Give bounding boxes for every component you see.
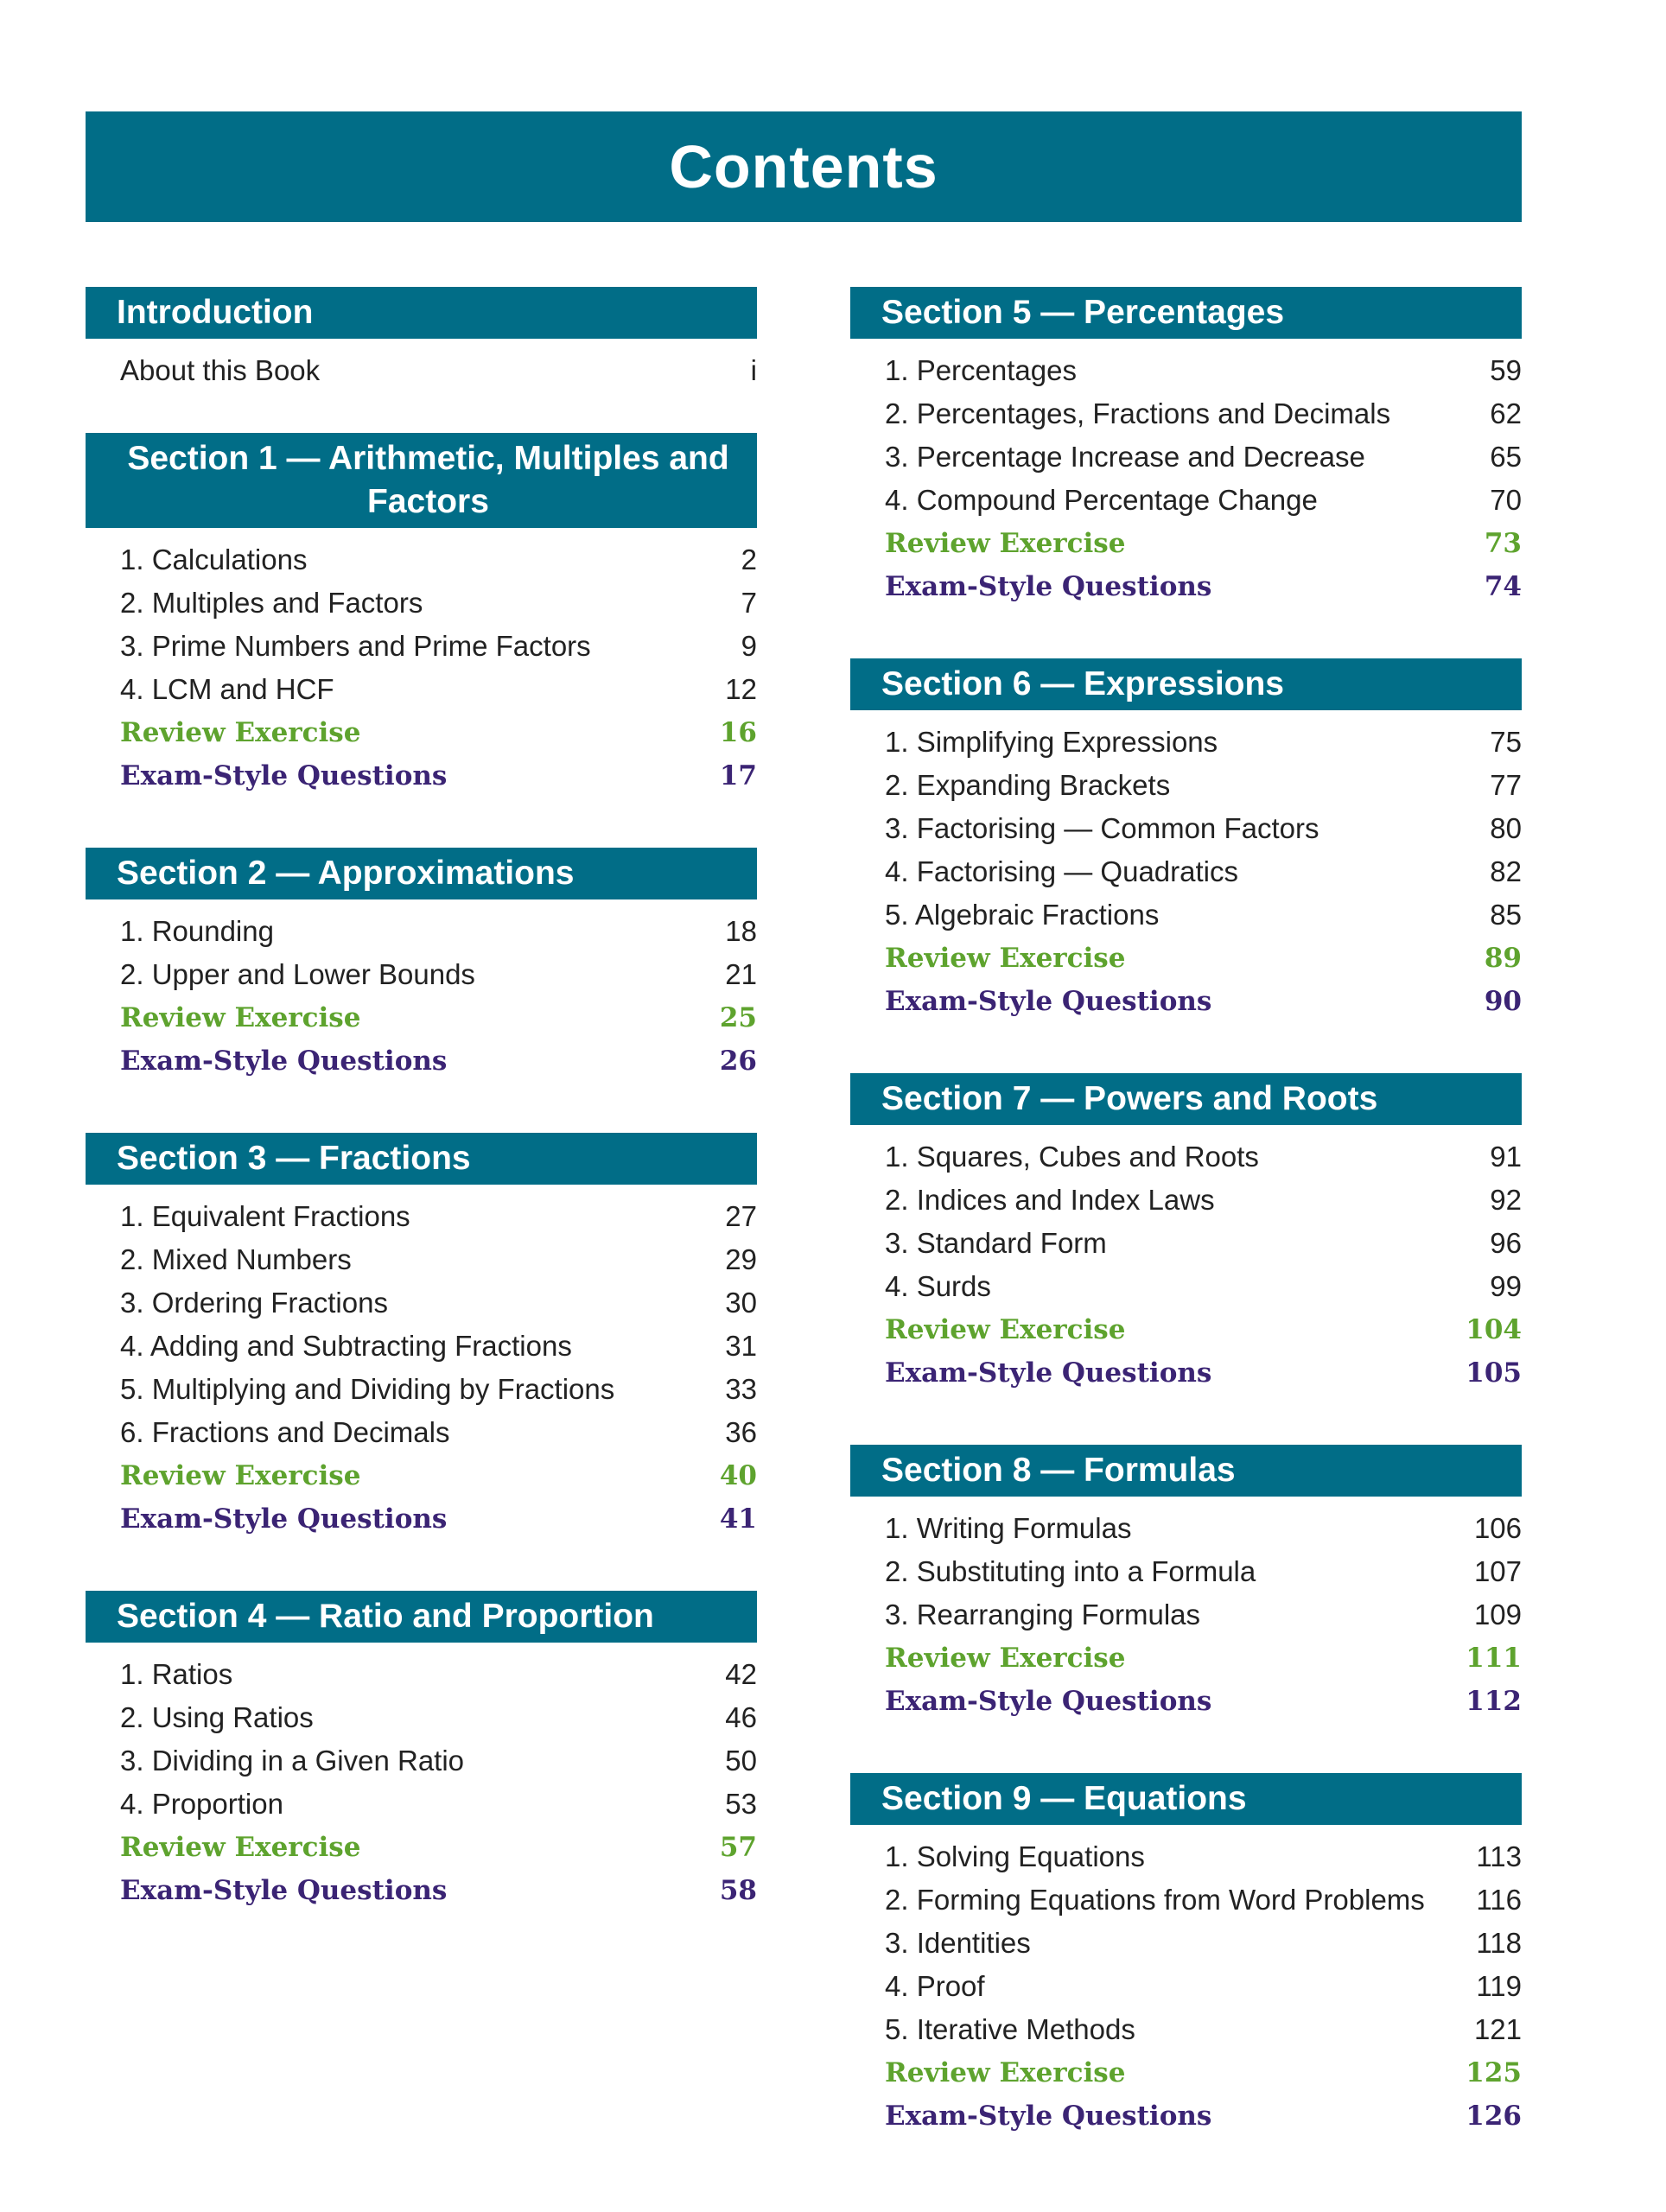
entry-label: 2. Mixed Numbers [120, 1243, 352, 1275]
entry-label: Exam-Style Questions [885, 571, 1212, 602]
exam-questions-entry[interactable] [850, 1351, 1522, 1395]
section-header: Section 9 — Equations [850, 1773, 1522, 1825]
entry-page: 53 [725, 1788, 757, 1820]
section-header: Section 5 — Percentages [850, 287, 1522, 339]
entry-label: 2. Multiples and Factors [120, 587, 423, 619]
toc-entry[interactable] [850, 2008, 1522, 2051]
review-exercise-entry[interactable] [86, 1454, 757, 1497]
entry-page: 2 [741, 543, 757, 575]
toc-entry[interactable] [86, 1195, 757, 1238]
section-4 [86, 1591, 757, 1912]
entry-label: 1. Ratios [120, 1658, 233, 1690]
section-header: Section 2 — Approximations [86, 848, 757, 899]
entry-page: i [750, 354, 757, 386]
entry-page: 50 [725, 1745, 757, 1777]
toc-entry[interactable] [86, 1739, 757, 1783]
entry-page: 26 [719, 1046, 757, 1077]
toc-entry[interactable] [86, 1653, 757, 1696]
toc-entry[interactable] [86, 1238, 757, 1281]
toc-entry[interactable] [86, 582, 757, 625]
entry-page: 113 [1476, 1840, 1522, 1872]
toc-entry[interactable] [850, 1965, 1522, 2008]
section-5 [850, 287, 1522, 658]
entry-page: 77 [1490, 769, 1522, 801]
entry-page: 57 [719, 1832, 757, 1863]
toc-entry[interactable] [850, 392, 1522, 435]
section-header: Introduction [86, 287, 757, 339]
section-entries [850, 1497, 1522, 1773]
entry-label: 4. Compound Percentage Change [885, 484, 1318, 516]
entry-label: 3. Rearranging Formulas [885, 1599, 1200, 1630]
toc-entry[interactable] [86, 668, 757, 711]
entry-page: 116 [1476, 1884, 1522, 1916]
toc-entry[interactable] [850, 1550, 1522, 1593]
section-entries [86, 1643, 757, 1912]
entry-page: 12 [725, 673, 757, 705]
section-entries [850, 1125, 1522, 1445]
entry-label: 1. Equivalent Fractions [120, 1200, 410, 1232]
exam-questions-entry[interactable] [850, 2094, 1522, 2138]
entry-label: Exam-Style Questions [120, 1503, 448, 1535]
section-2 [86, 848, 757, 1133]
exam-questions-entry[interactable] [850, 565, 1522, 608]
entry-label: 4. Surds [885, 1270, 991, 1302]
toc-entry[interactable] [850, 349, 1522, 392]
toc-entry[interactable] [850, 1222, 1522, 1265]
entry-label: 1. Writing Formulas [885, 1512, 1132, 1544]
entry-page: 91 [1490, 1141, 1522, 1173]
toc-entry[interactable] [850, 807, 1522, 850]
entry-page: 7 [741, 587, 757, 619]
entry-label: 1. Calculations [120, 543, 308, 575]
toc-entry[interactable] [850, 1835, 1522, 1878]
entry-page: 119 [1476, 1970, 1522, 2002]
section-entries [850, 710, 1522, 1073]
toc-entry[interactable] [850, 893, 1522, 937]
entry-label: 3. Dividing in a Given Ratio [120, 1745, 465, 1777]
entry-page: 73 [1484, 528, 1522, 559]
section-3 [86, 1133, 757, 1591]
exam-questions-entry[interactable] [850, 1680, 1522, 1723]
section-header-line: Section 1 — Arithmetic, Multiples and [127, 440, 729, 477]
entry-label: 6. Fractions and Decimals [120, 1416, 450, 1448]
entry-page: 17 [719, 760, 757, 791]
section-header-line: Factors [367, 483, 489, 520]
entry-page: 41 [719, 1503, 757, 1535]
entry-page: 125 [1466, 2057, 1522, 2088]
review-exercise-entry[interactable] [850, 2051, 1522, 2094]
entry-page: 27 [725, 1200, 757, 1232]
entry-label: 2. Expanding Brackets [885, 769, 1171, 801]
exam-questions-entry[interactable] [86, 1497, 757, 1541]
toc-entry[interactable] [86, 953, 757, 996]
entry-page: 74 [1484, 571, 1522, 602]
toc-entry[interactable] [850, 1593, 1522, 1637]
section-entries [86, 1185, 757, 1591]
toc-entry[interactable] [86, 910, 757, 953]
exam-questions-entry[interactable] [86, 754, 757, 798]
section-header: Section 3 — Fractions [86, 1133, 757, 1185]
toc-entry[interactable] [850, 764, 1522, 807]
entry-page: 70 [1490, 484, 1522, 516]
section-entries [86, 528, 757, 848]
entry-page: 16 [719, 717, 757, 748]
review-exercise-entry[interactable] [850, 522, 1522, 565]
review-exercise-entry[interactable] [850, 1637, 1522, 1680]
entry-label: 1. Percentages [885, 354, 1077, 386]
entry-page: 36 [725, 1416, 757, 1448]
exam-questions-entry[interactable] [86, 1039, 757, 1083]
toc-entry[interactable] [850, 1265, 1522, 1308]
entry-page: 25 [719, 1002, 757, 1033]
entry-label: 2. Indices and Index Laws [885, 1184, 1215, 1216]
entry-label: Review Exercise [885, 1643, 1126, 1674]
section-header: Section 7 — Powers and Roots [850, 1073, 1522, 1125]
entry-label: 2. Using Ratios [120, 1701, 314, 1733]
toc-entry[interactable] [850, 1878, 1522, 1922]
entry-page: 96 [1490, 1227, 1522, 1259]
entry-page: 99 [1490, 1270, 1522, 1302]
entry-label: Exam-Style Questions [120, 1875, 448, 1906]
entry-page: 46 [725, 1701, 757, 1733]
entry-label: Review Exercise [885, 1314, 1126, 1345]
section-header: Section 6 — Expressions [850, 658, 1522, 710]
entry-label: Exam-Style Questions [885, 1686, 1212, 1717]
entry-page: 65 [1490, 441, 1522, 473]
toc-entry[interactable] [86, 538, 757, 582]
toc-entry[interactable] [86, 1281, 757, 1325]
entry-label: 1. Simplifying Expressions [885, 726, 1218, 758]
entry-page: 62 [1490, 397, 1522, 429]
entry-label: 5. Multiplying and Dividing by Fractions [120, 1373, 615, 1405]
section-header [86, 433, 757, 528]
entry-label: Review Exercise [885, 943, 1126, 974]
entry-label: 1. Squares, Cubes and Roots [885, 1141, 1259, 1173]
exam-questions-entry[interactable] [86, 1869, 757, 1912]
section-entries [850, 1825, 1522, 2138]
section-header: Section 8 — Formulas [850, 1445, 1522, 1497]
entry-label: Exam-Style Questions [885, 2101, 1212, 2132]
entry-label: 2. Forming Equations from Word Problems [885, 1884, 1425, 1916]
entry-label: 3. Identities [885, 1927, 1031, 1959]
entry-label: Exam-Style Questions [120, 1046, 448, 1077]
toc-entry[interactable] [850, 721, 1522, 764]
review-exercise-entry[interactable] [86, 996, 757, 1039]
section-header: Section 4 — Ratio and Proportion [86, 1591, 757, 1643]
entry-label: About this Book [120, 354, 321, 386]
entry-label: 4. LCM and HCF [120, 673, 334, 705]
entry-label: 5. Algebraic Fractions [885, 899, 1160, 931]
entry-page: 18 [725, 915, 757, 947]
entry-label: Exam-Style Questions [885, 1357, 1212, 1389]
entry-page: 121 [1473, 2013, 1522, 2045]
entry-page: 104 [1466, 1314, 1522, 1345]
entry-page: 80 [1490, 812, 1522, 844]
entry-label: 2. Upper and Lower Bounds [120, 958, 475, 990]
review-exercise-entry[interactable] [850, 937, 1522, 980]
entry-page: 59 [1490, 354, 1522, 386]
review-exercise-entry[interactable] [86, 1826, 757, 1869]
toc-entry[interactable] [86, 1411, 757, 1454]
section-entries [86, 339, 757, 433]
toc-entry[interactable] [850, 850, 1522, 893]
entry-page: 118 [1476, 1927, 1522, 1959]
entry-page: 82 [1490, 855, 1522, 887]
entry-label: 2. Percentages, Fractions and Decimals [885, 397, 1391, 429]
entry-label: 1. Rounding [120, 915, 274, 947]
right-column [850, 287, 1522, 2138]
contents-title-bar [86, 111, 1522, 222]
section-8 [850, 1445, 1522, 1773]
entry-page: 109 [1473, 1599, 1522, 1630]
entry-label: 4. Proof [885, 1970, 985, 2002]
entry-page: 106 [1473, 1512, 1522, 1544]
entry-label: 4. Factorising — Quadratics [885, 855, 1238, 887]
entry-label: 1. Solving Equations [885, 1840, 1145, 1872]
toc-entry[interactable] [850, 479, 1522, 522]
entry-label: Review Exercise [885, 528, 1126, 559]
entry-page: 42 [725, 1658, 757, 1690]
section-1 [86, 433, 757, 848]
entry-label: 2. Substituting into a Formula [885, 1555, 1256, 1587]
entry-label: Review Exercise [120, 1460, 361, 1491]
entry-label: 3. Ordering Fractions [120, 1287, 388, 1319]
entry-page: 30 [725, 1287, 757, 1319]
entry-label: Exam-Style Questions [120, 760, 448, 791]
left-column [86, 287, 757, 1912]
exam-questions-entry[interactable] [850, 980, 1522, 1023]
section-entries [86, 899, 757, 1133]
toc-entry[interactable] [850, 435, 1522, 479]
entry-label: 3. Prime Numbers and Prime Factors [120, 630, 591, 662]
entry-page: 31 [725, 1330, 757, 1362]
entry-label: Exam-Style Questions [885, 986, 1212, 1017]
toc-entry[interactable] [86, 1696, 757, 1739]
entry-label: Review Exercise [885, 2057, 1126, 2088]
entry-page: 89 [1484, 943, 1522, 974]
toc-entry[interactable] [86, 625, 757, 668]
toc-entry[interactable] [850, 1135, 1522, 1179]
entry-page: 92 [1490, 1184, 1522, 1216]
section-7 [850, 1073, 1522, 1445]
entry-label: 3. Factorising — Common Factors [885, 812, 1319, 844]
entry-page: 90 [1484, 986, 1522, 1017]
entry-label: 4. Adding and Subtracting Fractions [120, 1330, 572, 1362]
entry-label: Review Exercise [120, 717, 361, 748]
entry-page: 21 [725, 958, 757, 990]
entry-label: 5. Iterative Methods [885, 2013, 1135, 2045]
entry-page: 58 [719, 1875, 757, 1906]
entry-page: 40 [719, 1460, 757, 1491]
section-6 [850, 658, 1522, 1073]
entry-page: 85 [1490, 899, 1522, 931]
section-entries [850, 339, 1522, 658]
section-introduction [86, 287, 757, 433]
toc-entry[interactable] [850, 1507, 1522, 1550]
entry-label: 3. Percentage Increase and Decrease [885, 441, 1365, 473]
entry-page: 9 [741, 630, 757, 662]
entry-page: 111 [1466, 1643, 1522, 1674]
entry-page: 126 [1466, 2101, 1522, 2132]
entry-label: Review Exercise [120, 1002, 361, 1033]
toc-entry[interactable] [86, 349, 757, 392]
entry-page: 29 [725, 1243, 757, 1275]
entry-page: 33 [725, 1373, 757, 1405]
entry-page: 75 [1490, 726, 1522, 758]
entry-label: 3. Standard Form [885, 1227, 1107, 1259]
entry-label: 4. Proportion [120, 1788, 283, 1820]
entry-page: 107 [1473, 1555, 1522, 1587]
entry-page: 112 [1466, 1686, 1522, 1717]
review-exercise-entry[interactable] [86, 711, 757, 754]
toc-entry[interactable] [86, 1783, 757, 1826]
toc-entry[interactable] [850, 1179, 1522, 1222]
toc-entry[interactable] [86, 1368, 757, 1411]
entry-label: Review Exercise [120, 1832, 361, 1863]
review-exercise-entry[interactable] [850, 1308, 1522, 1351]
toc-entry[interactable] [86, 1325, 757, 1368]
entry-page: 105 [1466, 1357, 1522, 1389]
section-9 [850, 1773, 1522, 2138]
page-title: Contents [669, 133, 938, 200]
toc-entry[interactable] [850, 1922, 1522, 1965]
